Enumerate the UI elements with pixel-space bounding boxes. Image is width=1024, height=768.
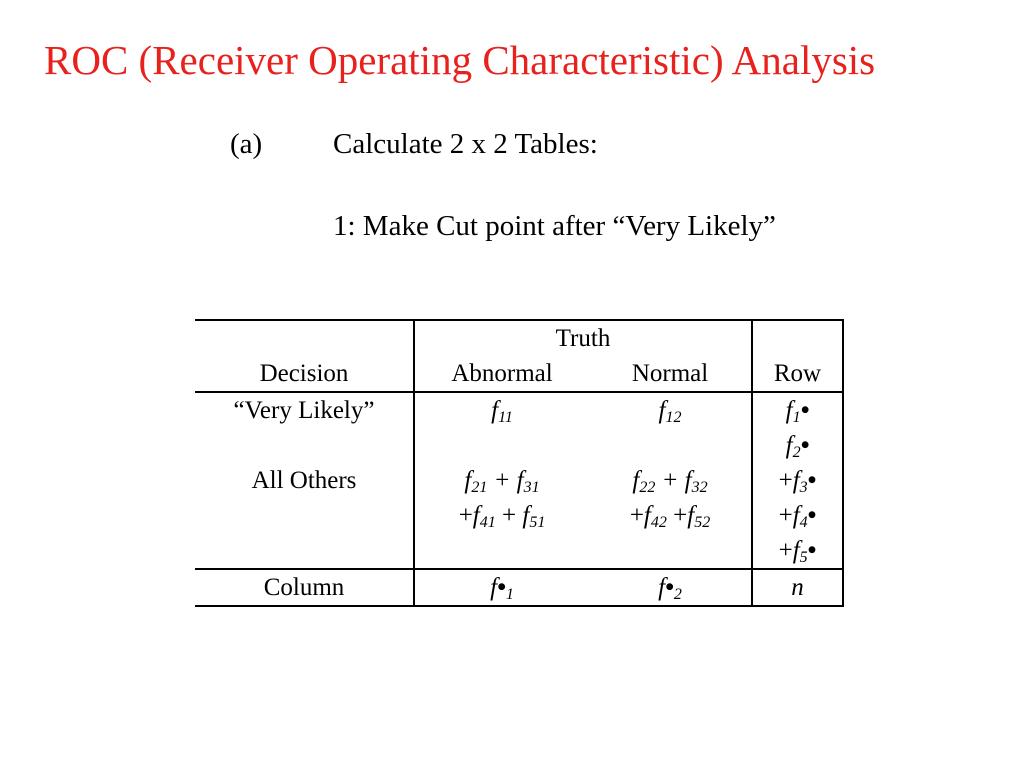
header-empty-cell	[752, 320, 843, 356]
contingency-table	[195, 319, 844, 607]
cell-f42-f52: $+f_{42} +f_{52}$	[629, 502, 711, 531]
truth-header: Truth	[414, 320, 752, 356]
empty-cell	[589, 428, 752, 463]
cell-f12: $f_{12}$	[658, 397, 682, 426]
slide-title: ROC (Receiver Operating Characteristic) Analysis	[44, 37, 876, 83]
normal-header: Normal	[589, 356, 752, 392]
col-total-f1: $f•_1$	[414, 569, 589, 606]
grand-total-n: n	[752, 569, 843, 606]
cell-f21-f31: $f_{21} + f_{31}$	[414, 463, 589, 498]
row-label-very-likely: “Very Likely”	[233, 397, 375, 424]
empty-cell	[414, 428, 589, 463]
step-label: (a)	[230, 128, 263, 160]
cut-point-text: 1: Make Cut point after “Very Likely”	[333, 210, 776, 242]
table-row	[195, 428, 843, 463]
empty-cell	[589, 533, 752, 569]
abnormal-header: Abnormal	[414, 356, 589, 392]
row-total-f1: $f_1•$	[752, 392, 843, 428]
table-row	[195, 463, 843, 498]
header-empty-cell	[195, 320, 414, 356]
col-total-f2: $f•_2$	[589, 569, 752, 606]
empty-cell	[195, 533, 414, 569]
cell-f22-f32: $f_{22} + f_{32}$	[632, 467, 708, 496]
row-total-f4: $+f_4•$	[752, 498, 843, 533]
table-row	[195, 569, 843, 606]
empty-cell	[195, 498, 414, 533]
table-row	[195, 533, 843, 569]
table-header-row	[195, 356, 843, 392]
row-label-all-others: All Others	[251, 467, 357, 494]
table-row	[195, 498, 843, 533]
table-row	[195, 392, 843, 428]
row-total-f3: $+f_3•$	[752, 463, 843, 498]
step-text: Calculate 2 x 2 Tables:	[333, 128, 598, 160]
empty-cell	[414, 533, 589, 569]
cell-f11: $f_{11}$	[414, 392, 589, 428]
row-header: Row	[752, 356, 843, 392]
cell-f41-f51: $+f_{41} + f_{51}$	[414, 498, 589, 533]
decision-header: Decision	[195, 356, 414, 392]
empty-cell	[195, 428, 414, 463]
table-header-row	[195, 320, 843, 356]
row-total-f5: $+f_5•$	[752, 533, 843, 569]
row-total-f2: $f_2•$	[752, 428, 843, 463]
column-label: Column	[195, 569, 414, 606]
